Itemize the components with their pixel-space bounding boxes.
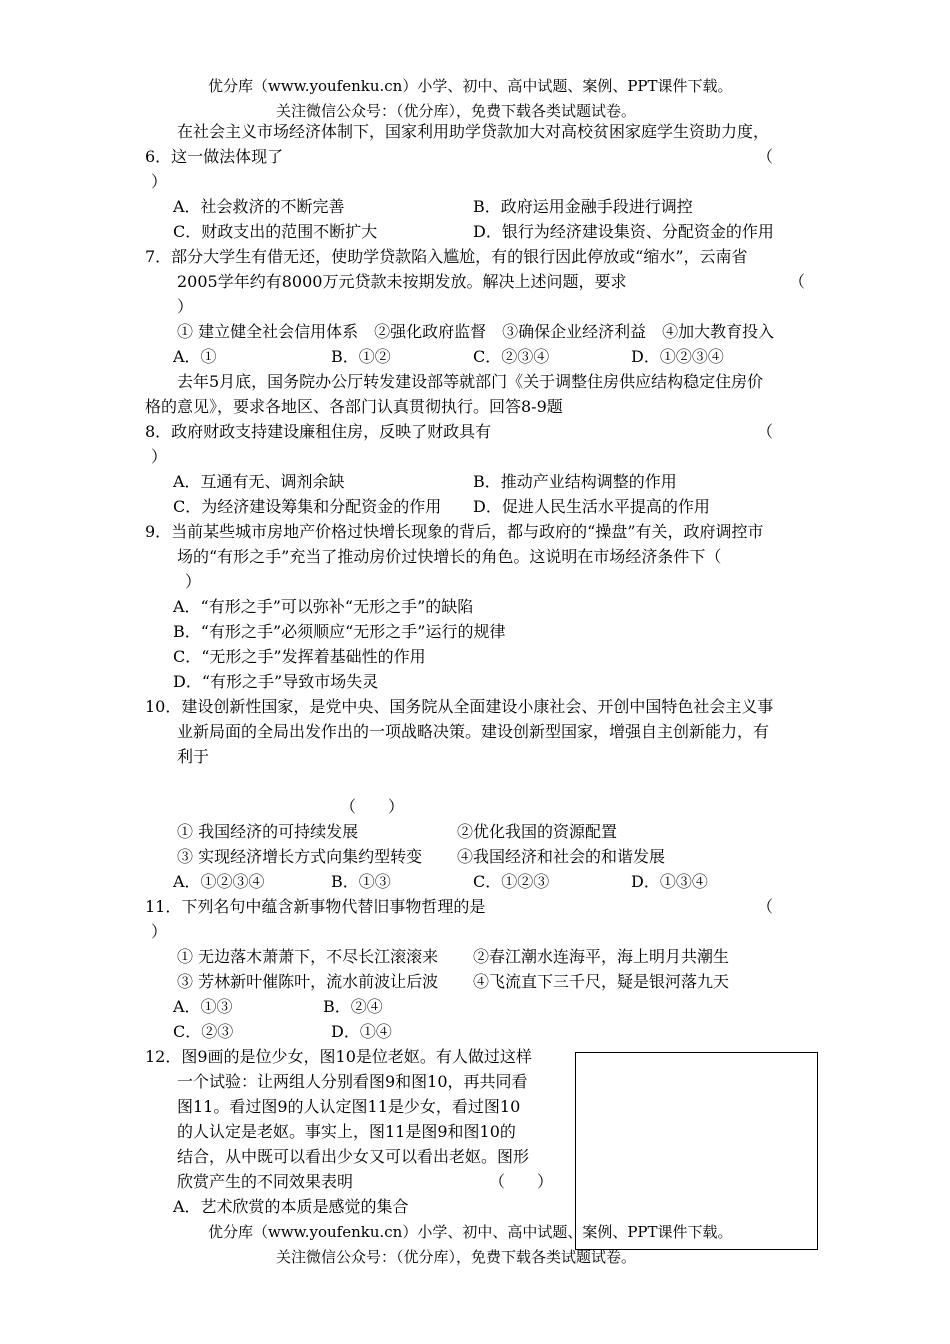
q10-option-b: B．①③ — [331, 872, 391, 891]
q11-item-1: ① 无边落木萧萧下，不尽长江滚滚来 — [177, 947, 439, 966]
q8-option-d: D．促进人民生活水平提高的作用 — [473, 497, 710, 516]
footer-line-1: 优分库（www.youfenku.cn）小学、初中、高中试题、案例、PPT课件下载。 — [208, 1223, 733, 1241]
material-q6: 在社会主义市场经济体制下，国家利用助学贷款加大对高校贫困家庭学生资助力度， — [177, 122, 770, 141]
q9-stem-line-2: 场的“有形之手”充当了推动房价过快增长的角色。这说明在市场经济条件下（ — [177, 547, 722, 566]
q11-paren-open: （ — [757, 897, 774, 916]
q10-item-4: ④我国经济和社会的和谐发展 — [457, 847, 666, 866]
q9-stem-line-1: 9．当前某些城市房地产价格过快增长现象的背后，都与政府的“操盘”有关，政府调控市 — [145, 522, 764, 541]
material-q8-9-line-1: 去年5月底，国务院办公厅转发建设部等就部门《关于调整住房供应结构稳定住房价 — [177, 372, 764, 391]
footer-line-2: 关注微信公众号：（优分库），免费下载各类试题试卷。 — [276, 1248, 637, 1266]
q6-paren-open: （ — [757, 147, 774, 166]
q11-option-c: C．②③ — [173, 1022, 234, 1041]
q7-paren-open: （ — [789, 272, 806, 291]
q10-paren: （ ） — [340, 797, 405, 816]
q6-option-a: A．社会救济的不断完善 — [173, 197, 345, 216]
q9-option-d: D．“有形之手”导致市场失灵 — [173, 672, 379, 691]
q7-stem-line-1: 7．部分大学生有借无还，使助学贷款陷入尴尬，有的银行因此停放或“缩水”，云南省 — [145, 247, 748, 266]
q12-line-5: 结合，从中既可以看出少女又可以看出老妪。图形 — [177, 1147, 530, 1166]
q6-option-d: D．银行为经济建设集资、分配资金的作用 — [473, 222, 774, 241]
q7-stem-line-2: 2005学年约有8000万元贷款未按期发放。解决上述问题，要求 — [177, 272, 627, 291]
q11-stem: 11．下列名句中蕴含新事物代替旧事物哲理的是 — [145, 897, 486, 916]
material-q8-9-line-2: 格的意见》，要求各地区、各部门认真贯彻执行。回答8-9题 — [145, 397, 563, 416]
q8-option-b: B．推动产业结构调整的作用 — [473, 472, 677, 491]
q6-paren-close: ） — [151, 172, 168, 191]
q10-stem-line-1: 10．建设创新性国家，是党中央、国务院从全面建设小康社会、开创中国特色社会主义事 — [145, 697, 774, 716]
q6-option-b: B．政府运用金融手段进行调控 — [473, 197, 693, 216]
q10-option-c: C．①②③ — [473, 872, 550, 891]
q12-line-2: 一个试验：让两组人分别看图9和图10，再共同看 — [177, 1072, 528, 1091]
q12-line-4: 的人认定是老妪。事实上，图11是图9和图10的 — [177, 1122, 516, 1141]
q11-option-b: B．②④ — [323, 997, 383, 1016]
figure-frame — [575, 1052, 818, 1250]
q12-option-a: A．艺术欣赏的本质是感觉的集合 — [173, 1197, 409, 1216]
q10-option-d: D．①③④ — [631, 872, 708, 891]
q11-option-d: D．①④ — [331, 1022, 392, 1041]
q12-line-1: 12．图9画的是位少女，图10是位老妪。有人做过这样 — [145, 1047, 532, 1066]
q7-option-b: B．①② — [331, 347, 391, 366]
q10-stem-line-2: 业新局面的全局出发作出的一项战略决策。建设创新型国家，增强自主创新能力，有 — [177, 722, 770, 741]
q11-paren-close: ） — [151, 922, 168, 941]
header-line-2: 关注微信公众号：（优分库），免费下载各类试题试卷。 — [276, 102, 637, 120]
q10-stem-line-3: 利于 — [177, 747, 210, 766]
q8-paren-open: （ — [757, 422, 774, 441]
q10-option-a: A．①②③④ — [173, 872, 265, 891]
q12-line-6: 欣赏产生的不同效果表明 — [177, 1172, 354, 1191]
q11-item-4: ④飞流直下三千尺，疑是银河落九天 — [473, 972, 730, 991]
q9-option-b: B．“有形之手”必须顺应“无形之手”运行的规律 — [173, 622, 506, 641]
q11-item-2: ②春江潮水连海平，海上明月共潮生 — [473, 947, 730, 966]
q8-paren-close: ） — [151, 447, 168, 466]
q8-option-a: A．互通有无、调剂余缺 — [173, 472, 345, 491]
q10-item-2: ②优化我国的资源配置 — [457, 822, 618, 841]
q9-option-a: A．“有形之手”可以弥补“无形之手”的缺陷 — [173, 597, 474, 616]
q7-option-d: D．①②③④ — [631, 347, 724, 366]
q10-item-3: ③ 实现经济增长方式向集约型转变 — [177, 847, 423, 866]
q7-option-c: C．②③④ — [473, 347, 550, 366]
q9-paren-close: ） — [185, 572, 202, 591]
q8-stem: 8．政府财政支持建设廉租住房，反映了财政具有 — [145, 422, 492, 441]
q11-option-a: A．①③ — [173, 997, 233, 1016]
q9-option-c: C．“无形之手”发挥着基础性的作用 — [173, 647, 426, 666]
q11-item-3: ③ 芳林新叶催陈叶，流水前波让后波 — [177, 972, 439, 991]
q8-option-c: C．为经济建设筹集和分配资金的作用 — [173, 497, 442, 516]
q7-items: ① 建立健全社会信用体系 ②强化政府监督 ③确保企业经济利益 ④加大教育投入 — [177, 322, 775, 341]
q7-option-a: A．① — [173, 347, 217, 366]
q12-line-3: 图11。看过图9的人认定图11是少女，看过图10 — [177, 1097, 521, 1116]
q7-paren-close: ） — [177, 297, 194, 316]
header-line-1: 优分库（www.youfenku.cn）小学、初中、高中试题、案例、PPT课件下载。 — [208, 77, 733, 95]
q6-stem: 6．这一做法体现了 — [145, 147, 284, 166]
q6-option-c: C．财政支出的范围不断扩大 — [173, 222, 378, 241]
q10-item-1: ① 我国经济的可持续发展 — [177, 822, 359, 841]
q12-paren: （ ） — [489, 1172, 554, 1191]
